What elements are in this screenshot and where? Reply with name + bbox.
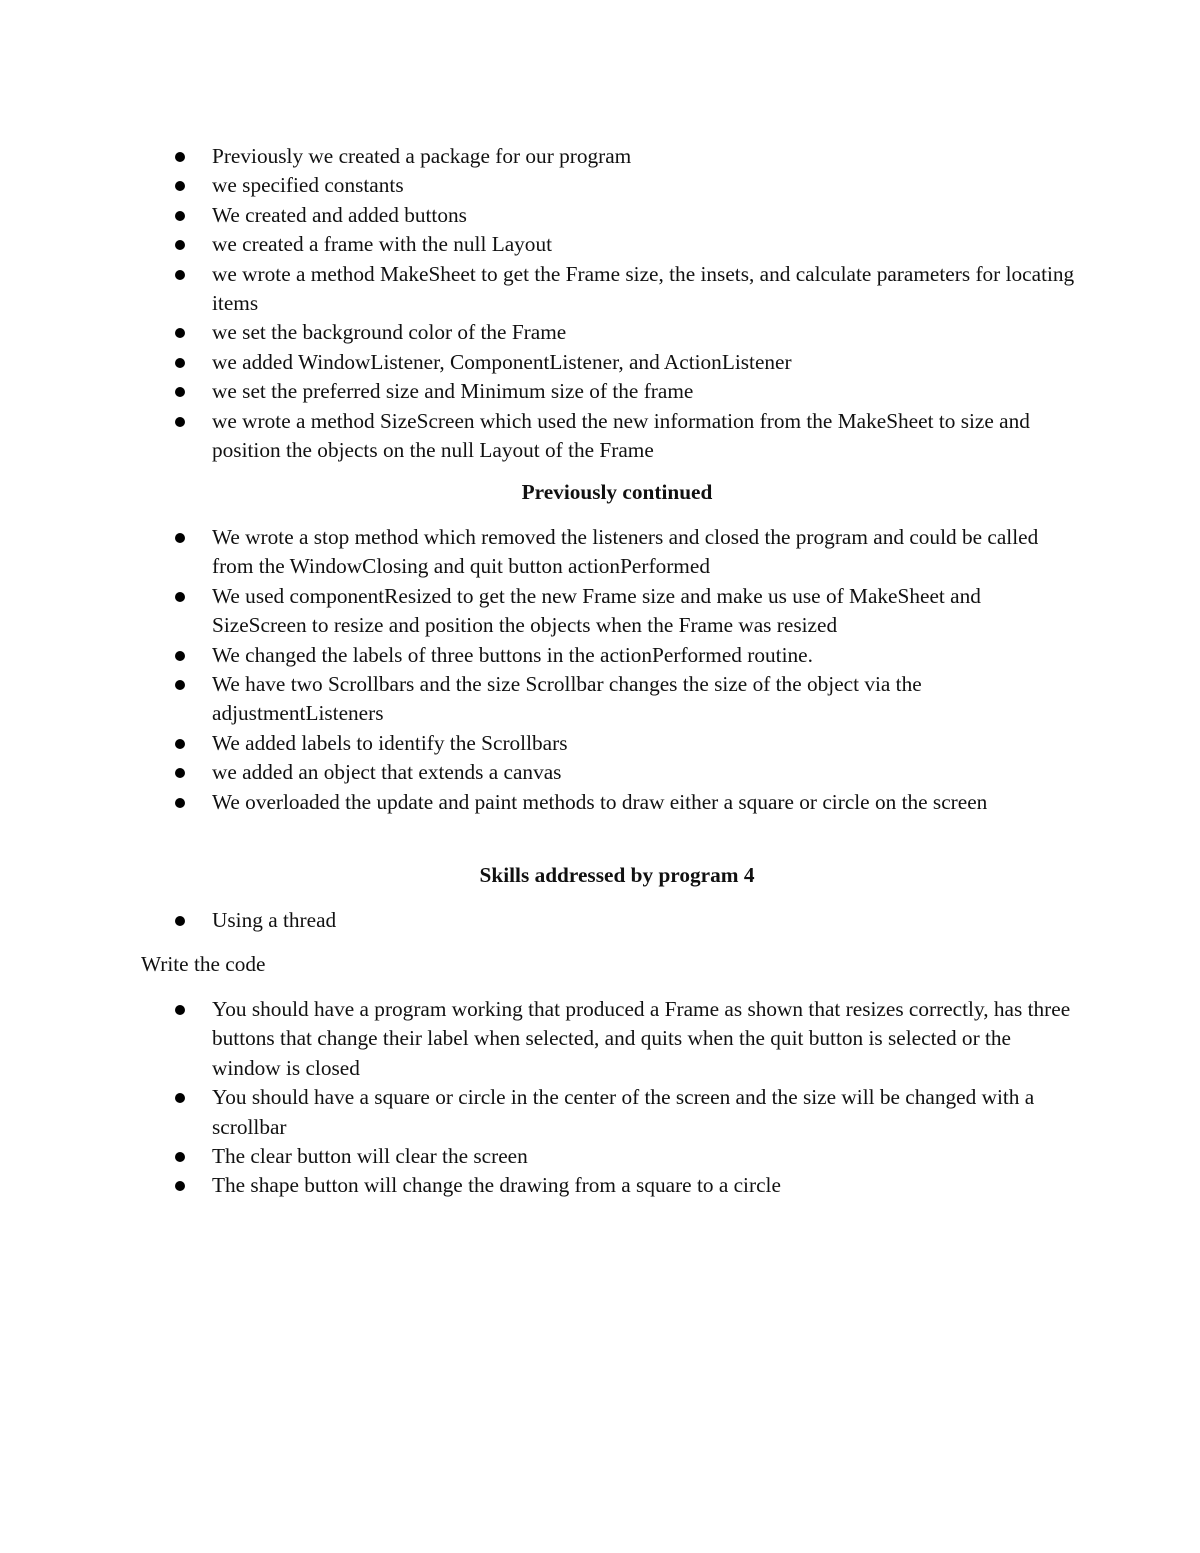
list-item-text: We created and added buttons <box>212 202 467 227</box>
list-item <box>160 995 1080 1083</box>
list-item-text: The shape button will change the drawing from a square to a circle <box>212 1173 781 1198</box>
list-item-text: we added an object that extends a canvas <box>212 760 562 785</box>
bullet-icon <box>175 1093 185 1103</box>
list-item-text: The clear button will clear the screen <box>212 1144 528 1169</box>
list-item-text: we set the background color of the Frame <box>212 320 567 345</box>
list-item <box>160 670 1080 729</box>
list-item <box>160 758 1080 787</box>
bullet-icon <box>175 1152 185 1162</box>
bullet-icon <box>175 916 185 926</box>
list-item-text: Previously we created a package for our program <box>212 144 632 168</box>
code-requirements-list <box>160 995 1080 1201</box>
bullet-icon <box>175 798 185 808</box>
list-item <box>160 171 1080 200</box>
previous-steps-list <box>160 142 1080 465</box>
list-item <box>160 582 1080 641</box>
list-item-text: We overloaded the update and paint methods to draw either a square or circle on the screen <box>212 789 988 814</box>
list-item <box>160 788 1080 817</box>
list-item-text: You should have a program working that produced a Frame as shown that resizes correctly, has three buttons that change their label when selected, and quits when the quit button is selected or the window is closed <box>212 997 1071 1080</box>
bullet-icon <box>175 270 185 280</box>
list-item <box>160 523 1080 582</box>
list-item <box>160 377 1080 406</box>
bullet-icon <box>175 680 185 690</box>
bullet-icon <box>175 328 185 338</box>
list-item-text: we wrote a method MakeSheet to get the Frame size, the insets, and calculate parameters for locating items <box>212 261 1075 316</box>
previous-continued-list <box>160 523 1080 817</box>
list-item <box>160 1142 1080 1171</box>
list-item-text: we set the preferred size and Minimum size of the frame <box>212 379 694 404</box>
list-item-text: We used componentResized to get the new Frame size and make us use of MakeSheet and SizeScreen to resize and position the objects when the Frame was resized <box>212 583 981 638</box>
bullet-icon <box>175 358 185 368</box>
bullet-icon <box>175 181 185 191</box>
list-item <box>160 1171 1080 1200</box>
list-item <box>160 201 1080 230</box>
bullet-icon <box>175 1005 185 1015</box>
bullet-icon <box>175 417 185 427</box>
section-heading: Skills addressed by program 4 <box>479 863 755 887</box>
list-item-text: You should have a square or circle in the center of the screen and the size will be changed with a scrollbar <box>212 1085 1035 1139</box>
list-item <box>160 407 1080 466</box>
list-item-text: We added labels to identify the Scrollbars <box>212 730 568 755</box>
list-item-text: We wrote a stop method which removed the listeners and closed the program and could be called from the WindowClosing and quit button actionPerformed <box>212 525 1039 579</box>
list-item <box>160 260 1080 319</box>
bullet-icon <box>175 651 185 661</box>
list-item <box>160 318 1080 347</box>
list-item <box>160 641 1080 670</box>
list-item-text: Using a thread <box>212 908 337 932</box>
bullet-icon <box>175 768 185 778</box>
list-item-text: we wrote a method SizeScreen which used the new information from the MakeSheet to size and position the objects on the null Layout of the Frame <box>212 408 1030 463</box>
list-item <box>160 348 1080 377</box>
body-paragraph: Write the code <box>141 952 266 976</box>
bullet-icon <box>175 152 185 162</box>
list-item-text: We have two Scrollbars and the size Scrollbar changes the size of the object via the adjustmentListeners <box>212 672 922 726</box>
list-item-text: we specified constants <box>212 173 404 198</box>
bullet-icon <box>175 211 185 221</box>
list-item <box>160 1083 1080 1142</box>
list-item-text: we created a frame with the null Layout <box>212 232 553 257</box>
list-item <box>160 230 1080 259</box>
list-item-text: We changed the labels of three buttons in the actionPerformed routine. <box>212 642 813 667</box>
bullet-icon <box>175 387 185 397</box>
list-item <box>160 729 1080 758</box>
list-item-text: we added WindowListener, ComponentListener, and ActionListener <box>212 349 792 374</box>
bullet-icon <box>175 533 185 543</box>
bullet-icon <box>175 1181 185 1191</box>
skills-list <box>160 906 1080 935</box>
list-item <box>160 142 1080 171</box>
section-heading: Previously continued <box>521 480 713 504</box>
bullet-icon <box>175 739 185 749</box>
bullet-icon <box>175 592 185 602</box>
bullet-icon <box>175 240 185 250</box>
list-item <box>160 906 1080 935</box>
